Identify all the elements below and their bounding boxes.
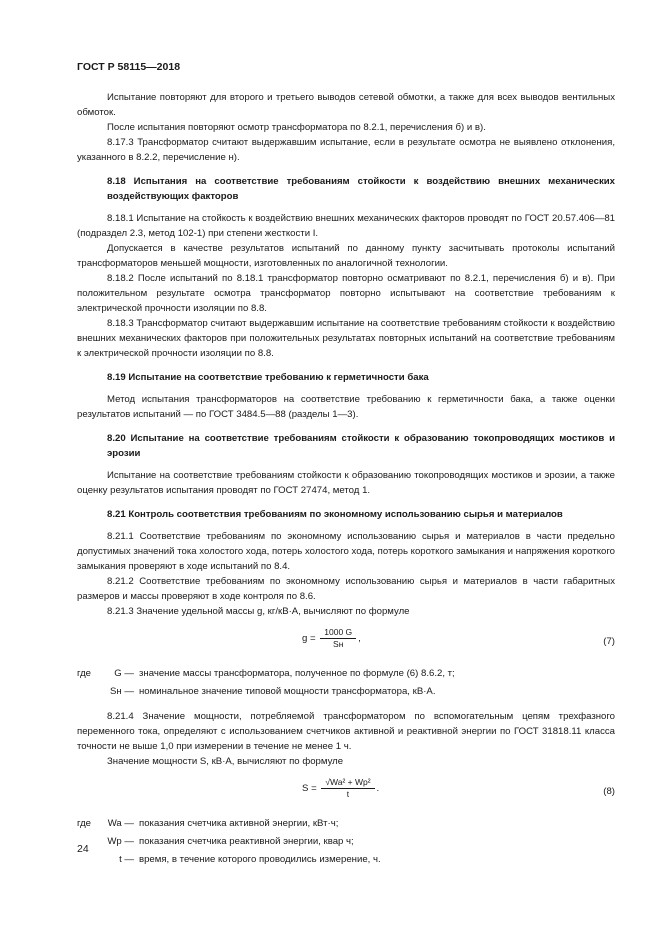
where-description: значение массы трансформатора, полученное по формуле (6) 8.6.2, т; [139,668,455,679]
formula-tail: , [358,633,361,645]
where-symbol: t — [119,854,134,865]
page-number: 24 [77,843,89,855]
where-label: где [77,668,92,679]
where-list-7 [77,665,615,701]
paragraph: 8.21.3 Значение удельной массы g, кг/кВ·А, вычисляют по формуле [107,606,410,617]
paragraph: Значение мощности S, кВ·А, вычисляют по формуле [107,756,344,767]
equation-number: (7) [603,636,615,647]
where-label: где [77,818,92,829]
fraction-numerator: 1000 G [320,627,356,639]
document-header: ГОСТ Р 58115—2018 [77,61,181,73]
where-list-8 [77,815,615,869]
paragraph: 8.17.3 Трансформатор считают выдержавшим испытание, если в результате осмотра не выявлено отклонения, указанного в 8.2.2, перечисление н). [77,137,615,163]
where-symbol: Wр — [107,836,134,847]
fraction-denominator: Sн [333,639,344,649]
document-body [77,90,615,869]
paragraph: 8.21.2 Соответствие требованиям по экономному использованию сырья и материалов в части габаритных размеров и массы проверяют в ходе контроля по 8.6. [77,576,615,602]
formula-fraction [321,777,374,800]
formula-tail: . [376,783,380,795]
section-heading-8-21: 8.21 Контроль соответствия требованиям по экономному использованию сырья и материалов [107,509,563,520]
where-symbol: Sн — [110,686,134,697]
paragraph: После испытания повторяют осмотр трансформатора по 8.2.1, перечисления б) и в). [107,122,486,133]
paragraph: 8.18.2 После испытаний по 8.18.1 трансформатор повторно осматривают по 8.2.1, перечисления б) и в). При положительном результате осмотра трансформатор повторно испытывают на соответствие требованиям к электрической прочности изоляции по 8.8. [77,273,615,314]
paragraph: Допускается в качестве результатов испытаний по данному пункту засчитывать протоколы испытаний трансформаторов меньшей мощности, изготовленных по аналогичной технологии. [77,243,615,269]
section-heading-8-18: 8.18 Испытания на соответствие требованиям стойкости к воздействию внешних механических воздействующих факторов [107,176,615,202]
paragraph: 8.21.4 Значение мощности, потребляемой трансформатором по вспомогательным цепям трехфазного переменного тока, определяют с использованием счетчиков активной и реактивной энергии по ГОСТ 31818.11 класса точности не выше 1,0 при измерении в течение не менее 1 ч. [77,711,615,752]
where-description: номинальное значение типовой мощности трансформатора, кВ·А. [139,686,436,697]
paragraph: Испытание повторяют для второго и третьего выводов сетевой обмотки, а также для всех выводов вентильных обмоток. [77,92,615,118]
where-symbol: Wa — [107,818,134,829]
formula-7 [77,627,615,657]
where-description: показания счетчика реактивной энергии, квар ч; [139,836,354,847]
paragraph: 8.18.1 Испытание на стойкость к воздействию внешних механических факторов проводят по ГОСТ 20.57.406—81 (подраздел 2.3, метод 102-1) при степени жесткости I. [77,213,615,239]
formula-lhs: g = [302,633,316,645]
fraction-denominator: t [346,789,350,799]
equation-number: (8) [603,786,615,797]
fraction-numerator: √Wa² + Wр² [321,777,374,789]
paragraph: Испытание на соответствие требованиям стойкости к образованию токопроводящих мостиков и эрозии, а также оценку результатов испытания проводят по ГОСТ 27474, метод 1. [77,470,615,496]
paragraph: 8.21.1 Соответствие требованиям по экономному использованию сырья и материалов в части предельно допустимых значений тока холостого хода, потерь холостого хода, потерь короткого замыкания и напряжения короткого замыкания проверяют в ходе испытаний по 8.4. [77,531,615,572]
paragraph: 8.18.3 Трансформатор считают выдержавшим испытание на соответствие требованиям стойкости к воздействию внешних механических факторов при положительных результатах повторных испытаний на соответствие требованиям к электрической прочности изоляции по 8.8. [77,318,615,359]
formula-8 [77,777,615,807]
section-heading-8-19: 8.19 Испытание на соответствие требованию к герметичности бака [107,372,429,383]
formula-fraction [320,627,356,650]
where-description: время, в течение которого проводились измерение, ч. [139,854,381,865]
section-heading-8-20: 8.20 Испытание на соответствие требованиям стойкости к образованию токопроводящих мостиков и эрозии [107,433,615,459]
where-description: показания счетчика активной энергии, кВт·ч; [139,818,339,829]
where-symbol: G — [114,668,134,679]
paragraph: Метод испытания трансформаторов на соответствие требованию к герметичности бака, а также оценки результатов испытаний — по ГОСТ 3484.5—88 (разделы 1—3). [77,394,615,420]
formula-lhs: S = [302,783,317,795]
